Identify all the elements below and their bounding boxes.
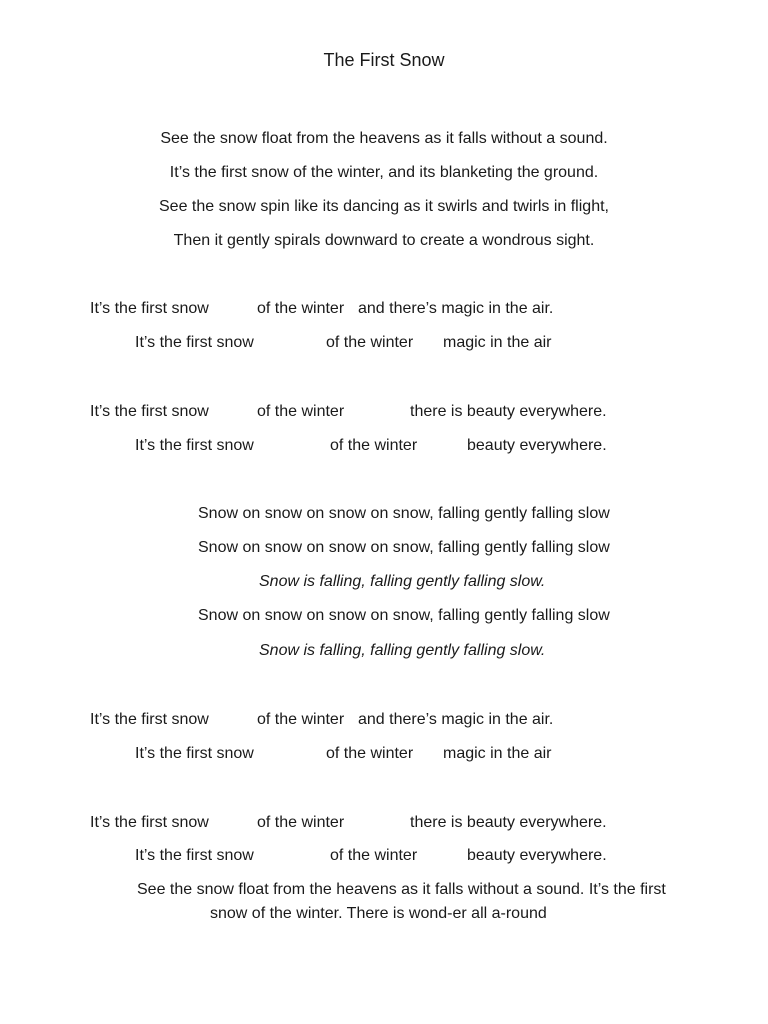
chorus-segment: magic in the air <box>443 745 552 762</box>
chorus-segment: of the winter <box>257 814 345 831</box>
chorus-segment: It’s the first snow <box>90 403 209 420</box>
chorus-segment: of the winter <box>257 403 345 420</box>
chorus-segment: It’s the first snow <box>135 745 254 762</box>
chorus-segment: It’s the first snow <box>135 437 254 454</box>
chorus-segment: of the winter <box>330 847 418 864</box>
chorus-segment: magic in the air <box>443 334 552 351</box>
chorus-segment: of the winter <box>257 300 345 317</box>
ending-line: See the snow float from the heavens as it falls without a sound. It’s the first <box>137 881 666 898</box>
chorus-segment: of the winter <box>330 437 418 454</box>
verse-line: Then it gently spirals downward to create a wondrous sight. <box>173 232 595 249</box>
chorus-segment: of the winter <box>257 711 345 728</box>
verse-line: It’s the first snow of the winter, and its blanketing the ground. <box>169 164 599 181</box>
poem-title: The First Snow <box>323 50 445 70</box>
bridge-line: Snow on snow on snow on snow, falling gently falling slow <box>198 539 610 556</box>
chorus-segment: It’s the first snow <box>135 847 254 864</box>
chorus-segment: of the winter <box>326 334 414 351</box>
verse-line: See the snow float from the heavens as it falls without a sound. <box>160 130 608 147</box>
chorus-segment: It’s the first snow <box>90 814 209 831</box>
ending-line: snow of the winter. There is wond-er all a-round <box>210 905 547 922</box>
chorus-segment: there is beauty everywhere. <box>410 403 607 420</box>
chorus-segment: and there’s magic in the air. <box>358 711 554 728</box>
chorus-segment: beauty everywhere. <box>467 437 607 454</box>
chorus-segment: and there’s magic in the air. <box>358 300 554 317</box>
chorus-segment: It’s the first snow <box>90 711 209 728</box>
chorus-segment: It’s the first snow <box>90 300 209 317</box>
bridge-line: Snow is falling, falling gently falling slow. <box>259 642 546 659</box>
bridge-line: Snow on snow on snow on snow, falling gently falling slow <box>198 505 610 522</box>
chorus-segment: of the winter <box>326 745 414 762</box>
bridge-line: Snow on snow on snow on snow, falling gently falling slow <box>198 607 610 624</box>
chorus-segment: beauty everywhere. <box>467 847 607 864</box>
verse-line: See the snow spin like its dancing as it swirls and twirls in flight, <box>159 198 609 215</box>
chorus-segment: there is beauty everywhere. <box>410 814 607 831</box>
bridge-line: Snow is falling, falling gently falling slow. <box>259 573 546 590</box>
chorus-segment: It’s the first snow <box>135 334 254 351</box>
